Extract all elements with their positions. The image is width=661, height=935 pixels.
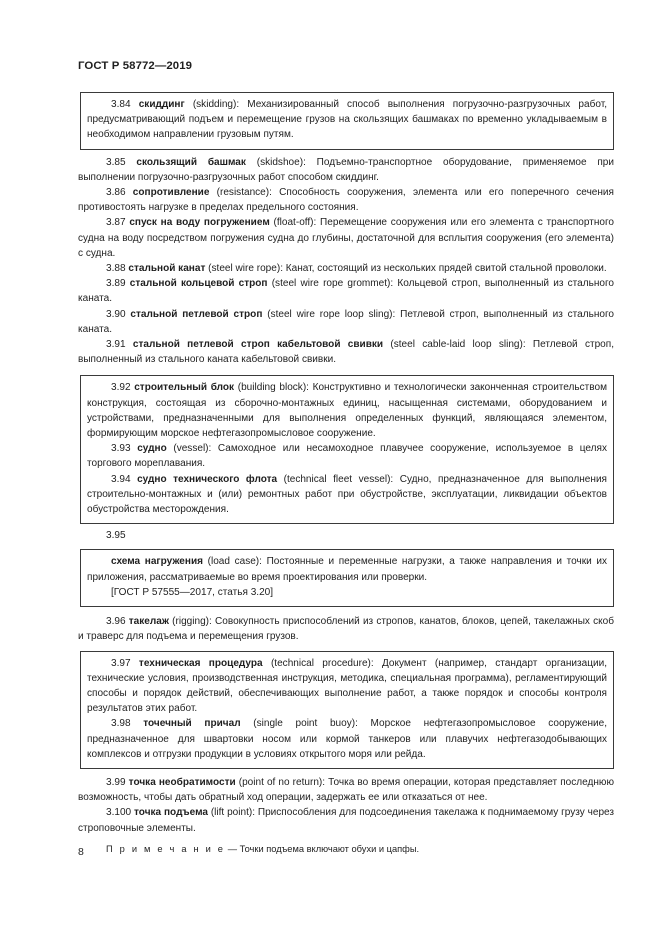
entry-term: стальной кольцевой строп (129, 278, 268, 290)
entry-term: техническая процедура (138, 657, 263, 669)
entry-definition: (rigging): Совокупность приспособлений из стропов, канатов, блоков, цепей, такелажных скоб и траверс для подъема и перемещения грузов. (78, 616, 614, 643)
term-entry (78, 337, 614, 367)
term-entry (78, 215, 614, 261)
term-entry (78, 261, 614, 276)
page-content (78, 88, 614, 857)
term-entry (87, 441, 607, 471)
entry-definition: (point of no return): Точка во время операции, которая представляет последнюю возможность, чтобы дать обратный ход операции, задержать ее или отказаться от нее. (78, 776, 614, 804)
entry-definition: (steel wire rope loop sling): Петлевой строп, выполненный из стального каната. (78, 308, 614, 335)
entry-term: стальной петлевой строп (130, 308, 263, 320)
entry-definition: (lift point): Приспособления для подсоединения такелажа к поднимаемому грузу через строповочные элементы. (78, 807, 615, 834)
page-number: 8 (78, 846, 84, 858)
entry-definition: (vessel): Самоходное или несамоходное плавучее сооружение, используемое в целях торгового мореплавания. (87, 443, 608, 470)
term-entry (78, 185, 614, 215)
entry-number: 3.84 (111, 99, 131, 110)
highlight-box (80, 651, 614, 769)
entry-term: спуск на воду погружением (129, 217, 270, 229)
term-entry (78, 307, 614, 337)
document-header: ГОСТ Р 58772—2019 (78, 60, 193, 72)
entry-term: точка необратимости (128, 776, 236, 788)
term-entry (78, 805, 614, 835)
term-entry (87, 716, 607, 762)
entry-number: 3.85 (106, 156, 126, 168)
entry-definition: (resistance): Способность сооружения, элемента или его поперечного сечения противостоять нагрузке в пределах предельного состояния. (78, 187, 614, 214)
entry-number: 3.96 (106, 616, 126, 628)
entry-number: 3.99 (106, 776, 126, 788)
entry-definition: (skidshoe): Подъемно-транспортное оборудование, применяемое при выполнении погрузочно-разгрузочных работ способом скиддинг. (78, 156, 614, 183)
entry-term: стальной канат (128, 263, 206, 275)
entry-definition: (steel wire rope grommet): Кольцевой строп, выполненный из стального каната. (78, 278, 615, 305)
entry-definition: (building block): Конструктивно и технологически законченная строительством конструкция, состоящая из сборочно-монтажных единиц, насыщенная системами, оборудованием и устройствами, предназначенными для выполнения определенных функций, являющаяся элементом, формирующим морское нефтегазопромысловое сооружение. (87, 382, 607, 440)
entry-term: такелаж (128, 616, 169, 628)
entry-number: 3.98 (111, 718, 131, 730)
entry-number: 3.87 (106, 217, 126, 229)
term-entry (78, 276, 614, 306)
entry-number: 3.97 (111, 657, 131, 669)
term-entry (87, 472, 607, 518)
entry-number: 3.100 (106, 807, 132, 819)
entry-number: 3.86 (106, 187, 126, 199)
entry-definition: (single point buoy): Морское нефтегазопромысловое сооружение, предназначенное для швартовки носом или кормой танкеров или плавучих нефтегазодобывающих комплексов и отгрузки продукции в условиях открытого моря или рейда. (87, 718, 607, 760)
note-text: — Точки подъема включают обухи и цапфы. (225, 843, 420, 854)
entry-definition: (float-off): Перемещение сооружения или его элемента с транспортного судна на воду посредством погружения судна до глубины, достаточной для всплытия сооружения (его элемента) с судна. (78, 217, 615, 259)
entry-number: 3.93 (111, 443, 131, 455)
term-entry (87, 554, 607, 584)
entry-number: 3.88 (106, 263, 126, 275)
highlight-box (80, 549, 614, 607)
highlight-box (80, 92, 614, 150)
entry-definition: (steel cable-laid loop sling): Петлевой строп, выполненный из стального каната кабельтовой свивки. (78, 339, 614, 366)
entry-term: точка подъема (134, 807, 208, 819)
entry-definition: (technical fleet vessel): Судно, предназначенное для выполнения строительно-монтажных и (или) ремонтных работ при обустройстве, эксплуатации, ликвидации объектов обустройства месторождения. (87, 473, 607, 516)
entry-term: судно (137, 443, 167, 455)
entry-term: скиддинг (138, 99, 185, 110)
entry-term: схема нагружения (111, 556, 203, 568)
term-entry (87, 380, 607, 441)
entry-number: 3.95 (106, 530, 126, 542)
term-entry (78, 155, 614, 185)
term-entry (78, 775, 614, 805)
term-entry (78, 614, 614, 644)
term-entry (87, 97, 607, 143)
term-entry (87, 656, 607, 717)
entry-definition: (load case): Постоянные и переменные нагрузки, а также направления и точки их приложения, рассматриваемые во время проектирования или проверки. (87, 556, 607, 583)
entry-term: строительный блок (134, 382, 235, 394)
entry-term: скользящий башмак (136, 156, 246, 168)
entry-number: 3.89 (106, 278, 126, 290)
entry-number: 3.94 (111, 473, 131, 485)
highlight-box (80, 375, 614, 524)
note-label: П р и м е ч а н и е (106, 843, 226, 854)
source-reference: [ГОСТ Р 57555—2017, статья 3.20] (111, 586, 274, 598)
entry-number: 3.90 (106, 308, 126, 320)
entry-definition: (technical procedure): Документ (например, стандарт организации, технические условия, производственная инструкция, методика, специальная программа), регламентирующий способы и порядок действий, обеспечивающих выполнение работ, а также порядок и способы контроля результатов этих работ. (87, 657, 607, 715)
entry-definition: (skidding): Механизированный способ выполнения погрузочно-разгрузочных работ, предусматривающий подъем и перемещение грузов на скользящих башмаках по временно укладываемым в необходимом направлении грузовым путям. (87, 99, 608, 141)
entry-term: точечный причал (143, 718, 241, 730)
entry-term: стальной петлевой строп кабельтовой свивки (132, 339, 384, 351)
entry-term: сопротивление (132, 187, 210, 199)
entry-number: 3.92 (111, 382, 131, 394)
entry-term: судно технического флота (137, 473, 278, 485)
entry-definition: (steel wire rope): Канат, состоящий из нескольких прядей свитой стальной проволоки. (205, 263, 607, 275)
note (78, 842, 614, 857)
entry-number: 3.91 (106, 339, 126, 351)
